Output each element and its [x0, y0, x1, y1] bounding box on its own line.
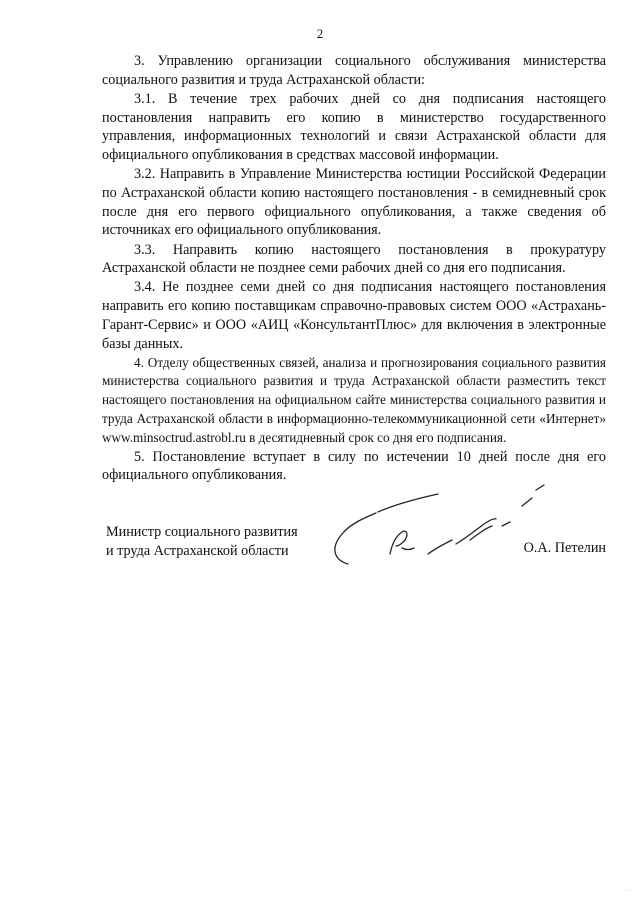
- signer-name: О.А. Петелин: [523, 540, 606, 556]
- signer-title-line-1: Министр социального развития: [106, 524, 298, 540]
- paragraph-5: 5. Постановление вступает в силу по истечении 10 дней после дня его официального опубликования.: [102, 448, 606, 484]
- page-number: 2: [316, 26, 324, 41]
- document-body: [102, 52, 606, 486]
- signer-title: [106, 523, 298, 561]
- signer-title-line-2: и труда Астраханской области: [106, 543, 289, 559]
- paragraph-3: 3. Управлению организации социального обслуживания министерства социального развития и труда Астраханской области:: [102, 53, 606, 88]
- paragraph-3-4: 3.4. Не позднее семи дней со дня подписания настоящего постановления направить его копию поставщикам справочно-правовых систем ООО «Астрахань-Гарант-Сервис» и ООО «АИЦ «КонсультантПлюс» для включения в электронные базы данных.: [102, 279, 606, 352]
- paragraph-3-2: 3.2. Направить в Управление Министерства юстиции Российской Федерации по Астраханской области копию настоящего постановления - в семидневный срок после дня его первого официального опубликования, а также сведения об источниках его официального опубликования.: [102, 166, 606, 239]
- scan-artifact-icon: · · · · · · · ·: [596, 888, 638, 894]
- paragraph-3-1: 3.1. В течение трех рабочих дней со дня подписания настоящего постановления направить его копию в министерство государственного управления, информационных технологий и связи Астраханской области для официального опубликования в средствах массовой информации.: [102, 90, 606, 164]
- paragraph-4: 4. Отделу общественных связей, анализа и прогнозирования социального развития министерства социального развития и труда Астраханской области разместить текст настоящего постановления на официальном сайте министерства социального развития и труда Астраханской области в информационно-телекоммуникационной сети «Интернет» www.minsoctrud.astrobl.ru в десятидневный срок со дня его подписания.: [102, 354, 606, 445]
- paragraph-3-3: 3.3. Направить копию настоящего постановления в прокуратуру Астраханской области не позднее семи рабочих дней со дня его подписания.: [102, 241, 606, 277]
- signature-block: [102, 520, 612, 580]
